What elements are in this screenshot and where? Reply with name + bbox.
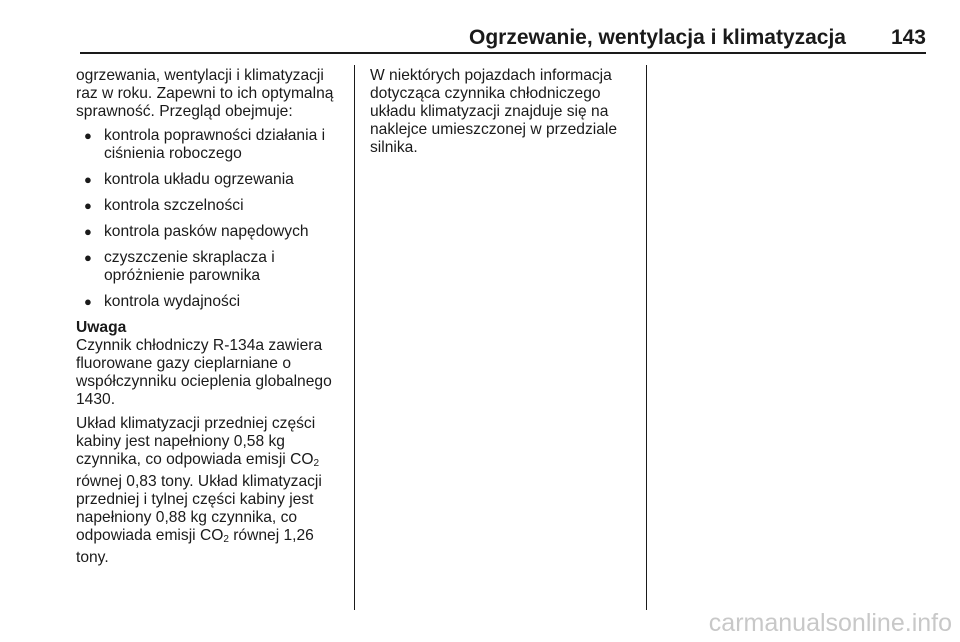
column-divider-right: [646, 65, 647, 610]
text-column-2: [370, 67, 638, 163]
bullet-icon: ●: [84, 128, 92, 143]
note-text: Czynnik chłodniczy R-134a zawiera fluorowane gazy cieplarniane o współczynniku ocieplenia globalnego 1430.: [76, 337, 332, 408]
info-paragraph: W niektórych pojazdach informacja dotycząca czynnika chłodniczego układu klimatyzacji znajduje się na naklejce umieszczonej w przedziale silnika.: [370, 67, 618, 156]
bullet-icon: ●: [84, 172, 92, 187]
list-item: ● kontrola pasków napędowych: [84, 223, 309, 240]
bullet-icon: ●: [84, 294, 92, 309]
bullet-icon: ●: [84, 250, 92, 265]
co2-subscript: 2: [223, 534, 229, 545]
page-number: 143: [890, 26, 926, 49]
column-divider-left: [354, 65, 355, 610]
bullet-icon: ●: [84, 224, 92, 239]
watermark: carmanualsonline.info: [708, 609, 952, 637]
list-item: ● czyszczenie skraplacza i opróżnienie parownika: [84, 249, 275, 284]
list-item: ● kontrola układu ogrzewania: [84, 171, 294, 188]
note-heading: Uwaga: [76, 319, 127, 336]
header-rule: [80, 52, 926, 54]
bullet-icon: ●: [84, 198, 92, 213]
list-item: ● kontrola poprawności działania i ciśnienia roboczego: [84, 127, 326, 162]
list-item: ● kontrola wydajności: [84, 293, 241, 310]
text-column-1: [76, 67, 344, 573]
intro-paragraph: ogrzewania, wentylacji i klimatyzacji raz w roku. Zapewni to ich optymalną sprawność. Przegląd obejmuje:: [76, 67, 334, 120]
page-header: [60, 20, 926, 56]
co2-subscript: 2: [313, 458, 320, 469]
inspection-list: [76, 127, 344, 311]
list-item: ● kontrola szczelności: [84, 197, 244, 214]
page-title: Ogrzewanie, wentylacja i klimatyzacja: [468, 26, 846, 49]
refrigerant-paragraph: Układ klimatyzacji przedniej części kabiny jest napełniony 0,58 kg czynnika, co odpowiada emisji $CO_2$ równej 0,83 tony. Układ klimatyzacji przedniej i tylnej części kabiny jest napełniony 0,88 kg czynnika, co odpowiada emisji $CO_2$ równej 1,26 tony.: [76, 415, 322, 566]
